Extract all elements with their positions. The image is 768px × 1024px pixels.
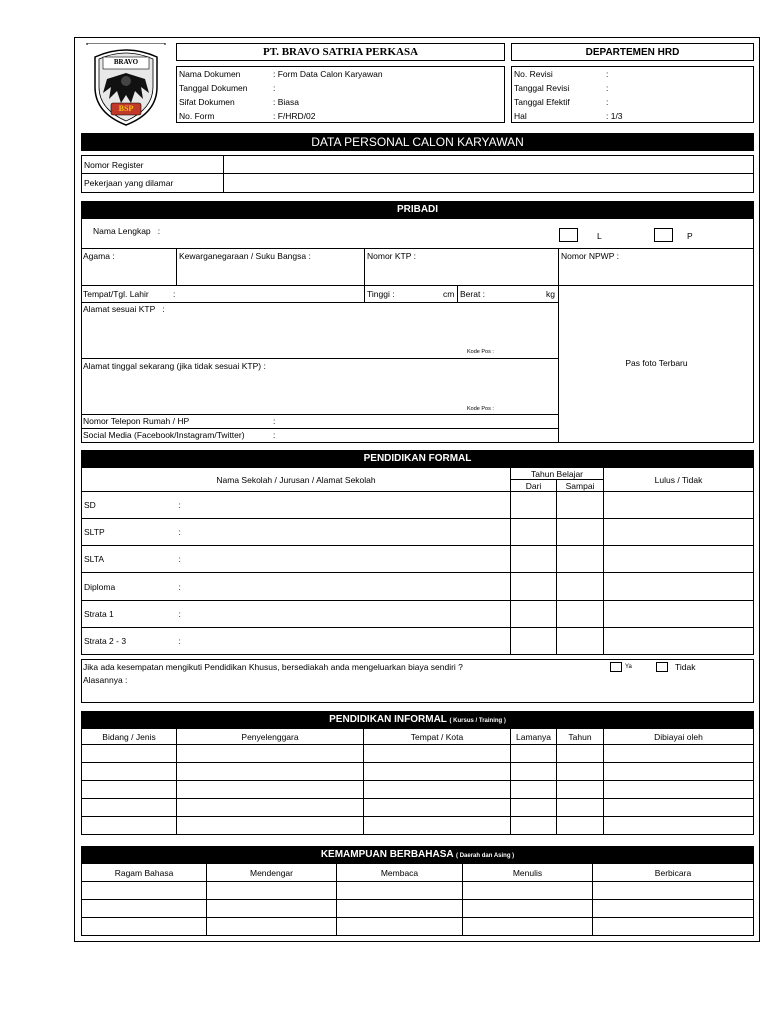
npwp-field[interactable]: Nomor NPWP :	[561, 251, 619, 261]
logo-bottom-text: BSP	[118, 104, 134, 113]
height-unit: cm	[443, 289, 455, 299]
document-info-box	[176, 66, 505, 123]
gender-l-checkbox[interactable]	[559, 228, 578, 242]
graduated-input[interactable]	[604, 601, 754, 628]
language-title-text: KEMAMPUAN BERBAHASA	[320, 849, 454, 860]
citizenship-field[interactable]: Kewarganegaraan / Suku Bangsa :	[179, 251, 311, 261]
phone-label: Nomor Telepon Rumah / HP	[83, 416, 190, 426]
col-place: Tempat / Kota	[364, 729, 511, 745]
register-label: Nomor Register	[82, 156, 224, 174]
to-input[interactable]	[557, 601, 604, 628]
social-colon: :	[273, 430, 276, 440]
language-title	[81, 846, 754, 863]
postal-code-label-2: Kode Pos :	[467, 406, 494, 412]
to-input[interactable]	[557, 573, 604, 601]
school-input[interactable]: :	[177, 546, 511, 573]
col-field: Bidang / Jenis	[82, 729, 177, 745]
full-name-label: Nama Lengkap :	[93, 226, 161, 236]
divider	[558, 248, 559, 286]
col-graduated: Lulus / Tidak	[604, 468, 754, 492]
doc-value-1: : Form Data Calon Karyawan	[273, 69, 383, 79]
reason-label[interactable]: Alasannya :	[83, 675, 128, 685]
col-listening: Mendengar	[207, 864, 337, 882]
divider	[81, 302, 558, 303]
department-title: DEPARTEMEN HRD	[585, 47, 680, 58]
informal-education-title	[81, 711, 754, 728]
rev-label-3: Tanggal Efektif	[514, 97, 570, 107]
col-organizer: Penyelenggara	[177, 729, 364, 745]
informal-subtitle: ( Kursus / Training )	[449, 718, 506, 724]
graduated-input[interactable]	[604, 546, 754, 573]
level-label: Diploma	[82, 573, 177, 601]
divider	[176, 248, 177, 286]
divider	[81, 358, 558, 359]
informal-education-table	[81, 728, 754, 835]
rev-value-3: :	[606, 97, 609, 107]
level-label: SLTP	[82, 519, 177, 546]
to-input[interactable]	[557, 519, 604, 546]
from-input[interactable]	[511, 492, 557, 519]
school-input[interactable]: :	[177, 492, 511, 519]
from-input[interactable]	[511, 546, 557, 573]
address-ktp-label[interactable]: Alamat sesuai KTP :	[83, 304, 165, 314]
company-logo	[81, 43, 171, 127]
doc-label-3: Sifat Dokumen	[179, 97, 235, 107]
postal-code-label-1: Kode Pos :	[467, 349, 494, 355]
table-row[interactable]	[82, 817, 754, 835]
registration-table	[81, 155, 754, 193]
school-input[interactable]: :	[177, 573, 511, 601]
rev-value-4: : 1/3	[606, 111, 623, 121]
weight-label[interactable]: Berat :	[460, 289, 486, 299]
table-row[interactable]	[82, 763, 754, 781]
level-label: SLTA	[82, 546, 177, 573]
col-duration: Lamanya	[511, 729, 557, 745]
doc-label-1: Nama Dokumen	[179, 69, 241, 79]
no-checkbox[interactable]	[656, 662, 668, 672]
informal-title-text: PENDIDIKAN INFORMAL	[329, 714, 447, 725]
doc-label-2: Tanggal Dokumen	[179, 83, 248, 93]
form-title: DATA PERSONAL CALON KARYAWAN	[81, 133, 754, 151]
from-input[interactable]	[511, 519, 557, 546]
doc-value-3: : Biasa	[273, 97, 299, 107]
logo-top-text: BRAVO	[113, 58, 139, 66]
table-row[interactable]	[82, 882, 754, 900]
table-row[interactable]	[82, 918, 754, 936]
col-years: Tahun Belajar	[511, 468, 604, 480]
department-box	[511, 43, 754, 61]
to-input[interactable]	[557, 628, 604, 655]
col-year: Tahun	[557, 729, 604, 745]
photo-placeholder: Pas foto Terbaru	[625, 358, 688, 368]
logo-frame	[81, 43, 171, 127]
rev-value-2: :	[606, 83, 609, 93]
language-subtitle: ( Daerah dan Asing )	[456, 853, 515, 859]
form-page	[74, 37, 760, 942]
language-table	[81, 863, 754, 936]
rev-label-1: No. Revisi	[514, 69, 553, 79]
revision-info-box	[511, 66, 754, 123]
religion-field[interactable]: Agama :	[83, 251, 115, 261]
col-to: Sampai	[557, 480, 604, 492]
yes-label: Ya	[625, 664, 632, 670]
col-language: Ragam Bahasa	[82, 864, 207, 882]
no-label: Tidak	[675, 662, 696, 672]
col-school: Nama Sekolah / Jurusan / Alamat Sekolah	[82, 468, 511, 492]
social-label: Social Media (Facebook/Instagram/Twitter)	[83, 430, 245, 440]
birth-label: Tempat/Tgl. Lahir	[83, 289, 149, 299]
rev-value-1: :	[606, 69, 609, 79]
graduated-input[interactable]	[604, 492, 754, 519]
yes-checkbox[interactable]	[610, 662, 622, 672]
rev-label-4: Hal	[514, 111, 527, 121]
from-input[interactable]	[511, 601, 557, 628]
gender-p-label: P	[687, 231, 693, 241]
col-reading: Membaca	[337, 864, 463, 882]
table-row[interactable]	[82, 745, 754, 763]
level-label: Strata 1	[82, 601, 177, 628]
ktp-field[interactable]: Nomor KTP :	[367, 251, 416, 261]
birth-colon: :	[173, 289, 176, 299]
to-input[interactable]	[557, 492, 604, 519]
from-input[interactable]	[511, 628, 557, 655]
col-writing: Menulis	[463, 864, 593, 882]
gender-p-checkbox[interactable]	[654, 228, 673, 242]
weight-unit: kg	[546, 289, 555, 299]
table-row[interactable]	[82, 900, 754, 918]
table-row[interactable]	[82, 799, 754, 817]
divider	[81, 414, 558, 415]
gender-l-label: L	[597, 231, 602, 241]
school-input[interactable]: :	[177, 628, 511, 655]
formal-education-title: PENDIDIKAN FORMAL	[81, 450, 754, 467]
graduated-input[interactable]	[604, 519, 754, 546]
personal-section-title: PRIBADI	[81, 201, 754, 218]
col-funded: Dibiayai oleh	[604, 729, 754, 745]
phone-colon: :	[273, 416, 276, 426]
level-label: SD	[82, 492, 177, 519]
school-input[interactable]: :	[177, 601, 511, 628]
company-title-box	[176, 43, 505, 61]
level-label: Strata 2 - 3	[82, 628, 177, 655]
col-from: Dari	[511, 480, 557, 492]
school-input[interactable]: :	[177, 519, 511, 546]
doc-value-4: : F/HRD/02	[273, 111, 316, 121]
from-input[interactable]	[511, 573, 557, 601]
formal-education-table	[81, 467, 754, 655]
doc-value-2: :	[273, 83, 276, 93]
rev-label-2: Tanggal Revisi	[514, 83, 570, 93]
company-title: PT. BRAVO SATRIA PERKASA	[262, 46, 419, 58]
divider	[81, 428, 558, 429]
graduated-input[interactable]	[604, 573, 754, 601]
graduated-input[interactable]	[604, 628, 754, 655]
address-current-label[interactable]: Alamat tinggal sekarang (jika tidak sesuai KTP) :	[83, 361, 266, 371]
register-input[interactable]	[224, 156, 754, 174]
divider	[364, 248, 365, 286]
divider	[364, 286, 365, 302]
to-input[interactable]	[557, 546, 604, 573]
divider	[457, 286, 458, 302]
special-education-question: Jika ada kesempatan mengikuti Pendidikan Khusus, bersediakah anda mengeluarkan biaya sendiri ?	[83, 662, 463, 672]
doc-label-4: No. Form	[179, 111, 215, 121]
table-row[interactable]	[82, 781, 754, 799]
col-speaking: Berbicara	[593, 864, 754, 882]
job-label: Pekerjaan yang dilamar	[82, 174, 224, 193]
job-input[interactable]	[224, 174, 754, 193]
height-label[interactable]: Tinggi :	[367, 289, 395, 299]
